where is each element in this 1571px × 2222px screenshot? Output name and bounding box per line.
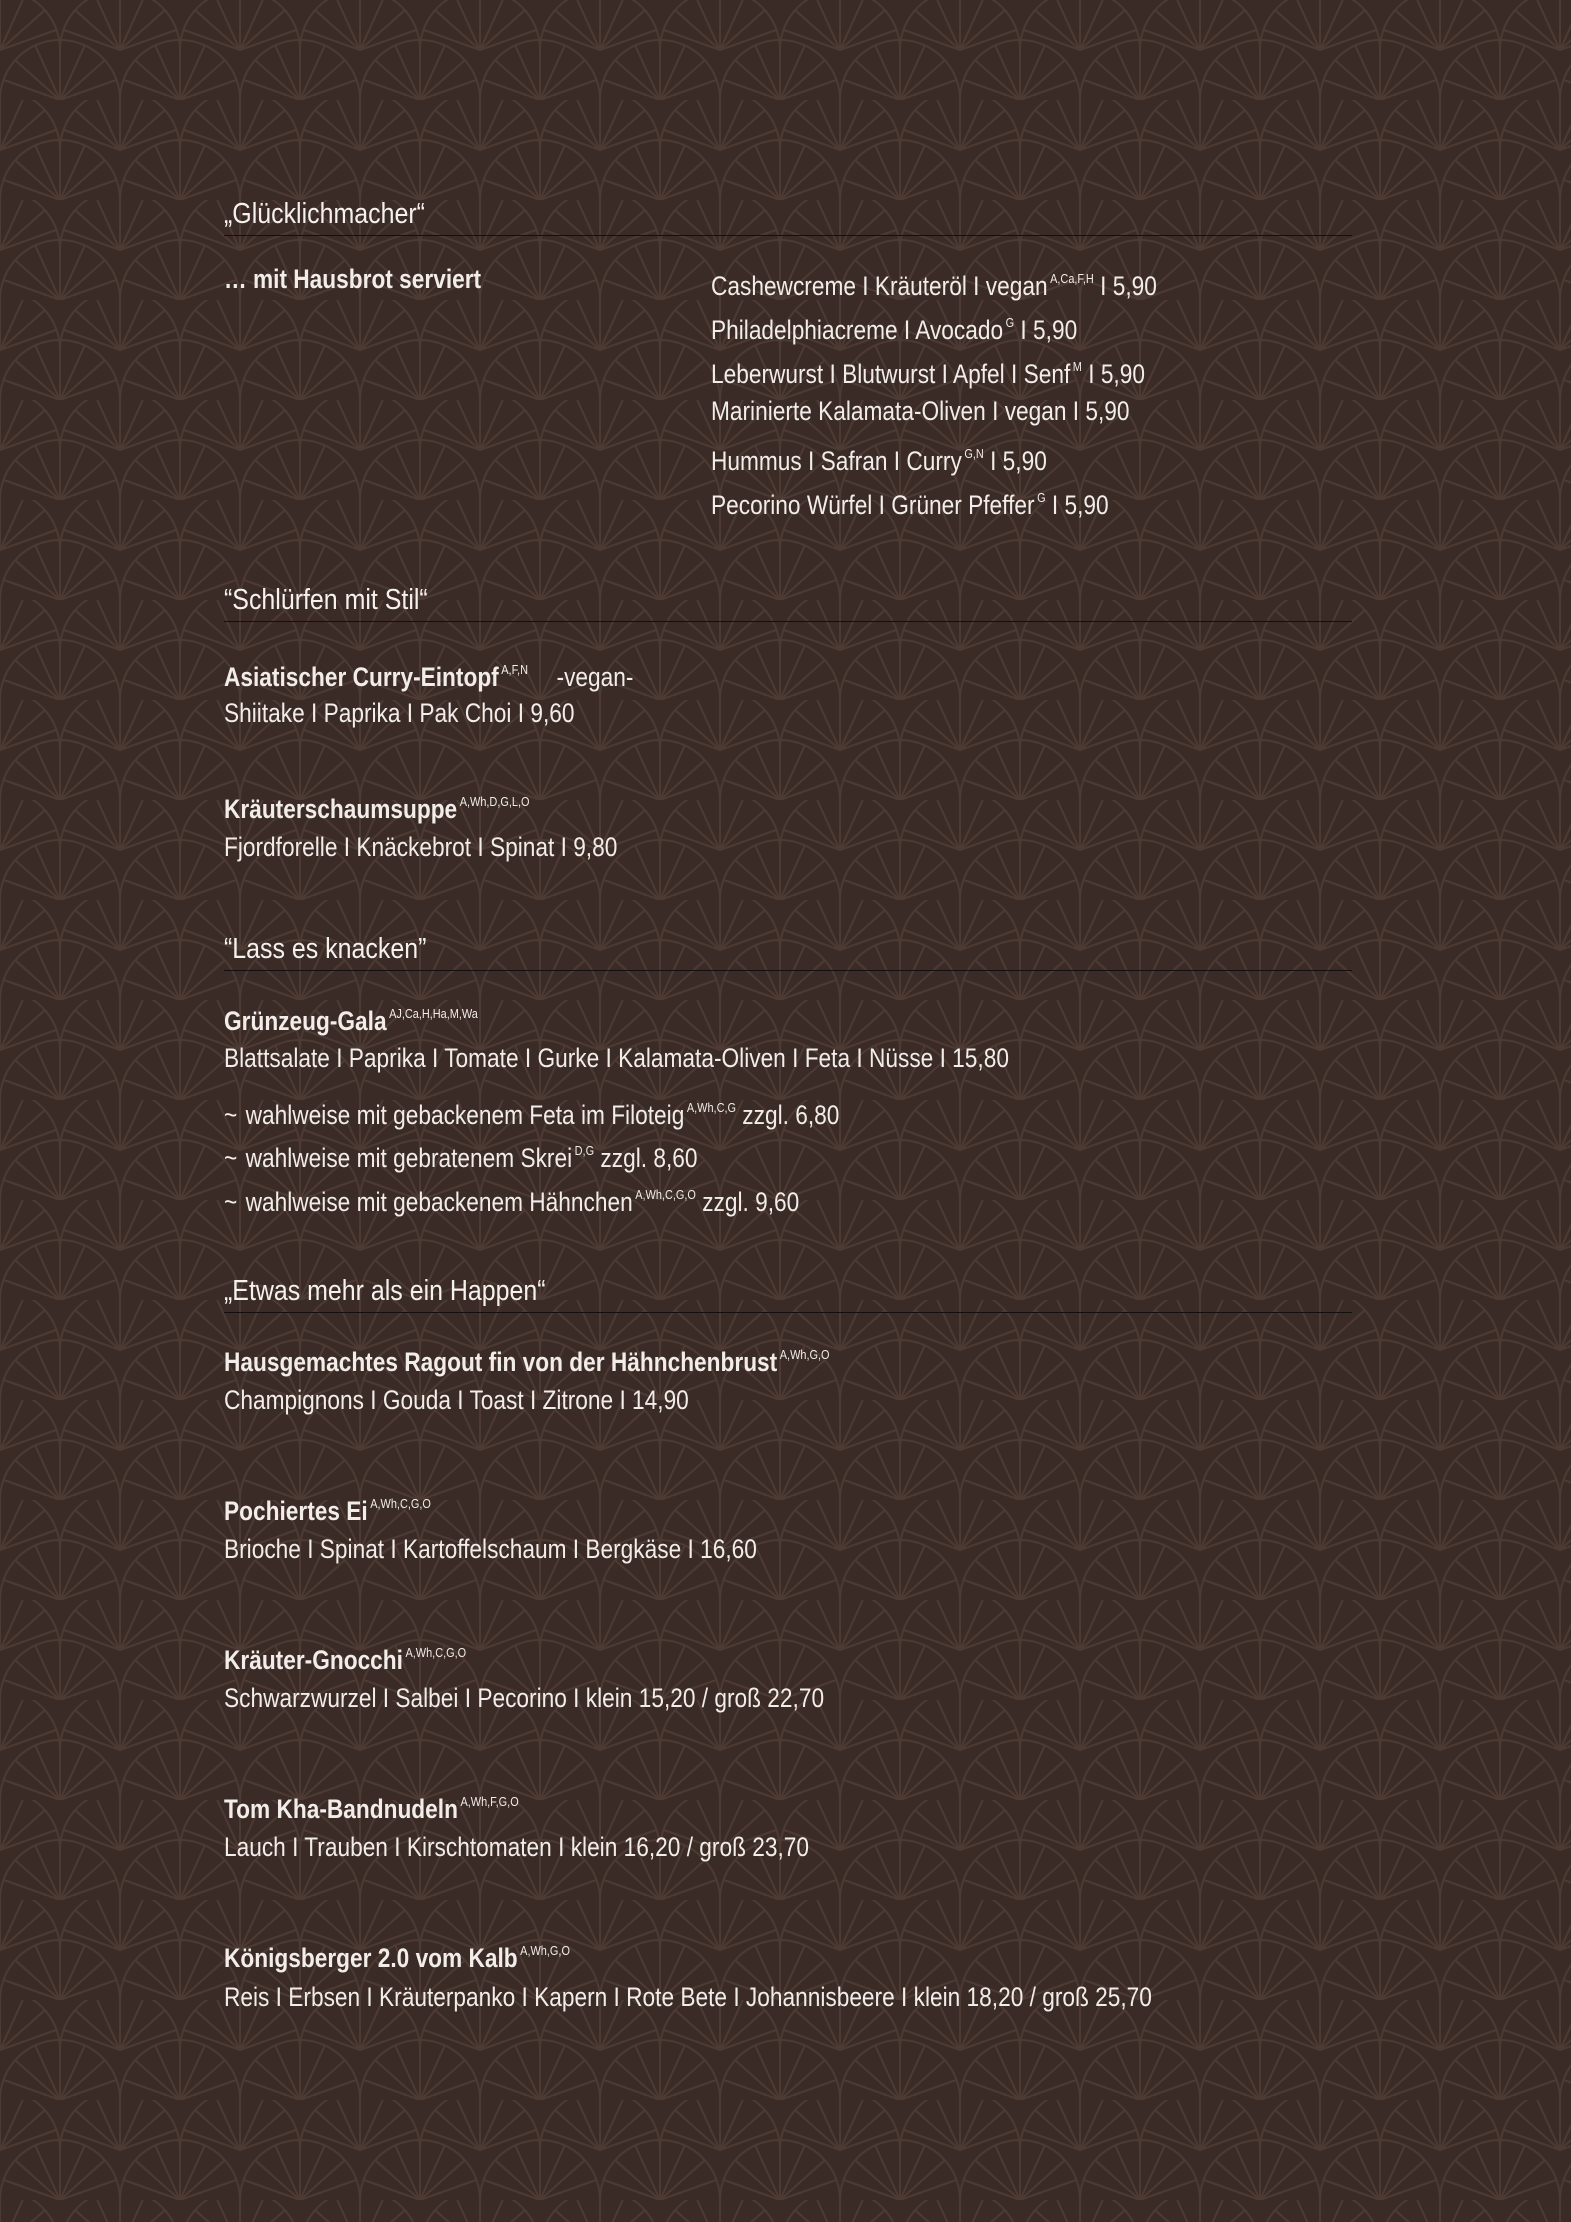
allergen-codes: G,N — [964, 446, 984, 461]
allergen-codes: A,Wh,C,G,O — [405, 1645, 467, 1660]
dish-name: Pochiertes Ei — [224, 1496, 368, 1526]
allergen-codes: A,Wh,D,G,L,O — [459, 794, 530, 809]
dish-name: Kräuterschaumsuppe — [224, 794, 458, 824]
dish-title — [224, 1935, 570, 1974]
dish-description: Blattsalate I Paprika I Tomate I Gurke I Kalamata-Oliven I Feta I Nüsse I 15,80 — [224, 1043, 1009, 1073]
section-header-schluerfen — [224, 579, 1352, 622]
option-text: wahlweise mit gebackenem Feta im Filoteig — [245, 1100, 685, 1130]
dish-description: Fjordforelle I Knäckebrot I Spinat I 9,80 — [224, 832, 618, 862]
dish-description: Shiitake I Paprika I Pak Choi I 9,60 — [224, 698, 575, 728]
item-price: I 5,90 — [1020, 315, 1078, 345]
dish-title — [224, 1339, 830, 1378]
menu-item — [711, 438, 1047, 477]
dish-option — [224, 1135, 697, 1174]
item-name: Cashewcreme I Kräuteröl I vegan — [711, 271, 1048, 301]
dish-description: Brioche I Spinat I Kartoffelschaum I Bergkäse I 16,60 — [224, 1534, 757, 1564]
allergen-codes: A,Wh,G,O — [779, 1347, 830, 1362]
allergen-codes: G — [1037, 490, 1046, 505]
allergen-codes: M — [1072, 359, 1082, 374]
section-header-gluecklichmacher — [224, 193, 1352, 236]
menu-item — [711, 482, 1109, 521]
allergen-codes: A,Wh,G,O — [520, 1943, 570, 1958]
allergen-codes: A,F,N — [501, 662, 528, 677]
dish-title — [224, 1786, 519, 1825]
menu-item — [711, 351, 1145, 390]
menu-item — [711, 307, 1077, 346]
item-name: Hummus I Safran I Curry — [711, 446, 962, 476]
dish-title — [224, 1488, 431, 1527]
item-price: I 5,90 — [1051, 490, 1109, 520]
dish-name: Asiatischer Curry-Eintopf — [224, 662, 499, 692]
section-title: „Etwas mehr als ein Happen“ — [224, 1275, 546, 1307]
option-text: wahlweise mit gebackenem Hähnchen — [245, 1187, 633, 1217]
allergen-codes: A,Ca,F,H — [1050, 271, 1094, 286]
item-name: Marinierte Kalamata-Oliven I vegan I 5,90 — [711, 396, 1130, 426]
allergen-codes: D,G — [574, 1143, 595, 1158]
item-name: Leberwurst I Blutwurst I Apfel I Senf — [711, 359, 1071, 389]
option-price: zzgl. 8,60 — [600, 1143, 698, 1173]
dish-title — [224, 1637, 466, 1676]
dish-name: Grünzeug-Gala — [224, 1006, 387, 1036]
menu-item — [711, 395, 1130, 427]
dish-option — [224, 1092, 839, 1131]
item-name: Pecorino Würfel I Grüner Pfeffer — [711, 490, 1035, 520]
section-header-lass-es-knacken — [224, 928, 1352, 971]
tilde-icon: ~ — [224, 1143, 238, 1173]
section-title: „Glücklichmacher“ — [224, 198, 425, 230]
item-price: I 5,90 — [1088, 359, 1145, 389]
section-lead: … mit Hausbrot serviert — [224, 264, 482, 294]
item-name: Philadelphiacreme I Avocado — [711, 315, 1004, 345]
menu-page — [224, 0, 1352, 2222]
option-price: zzgl. 6,80 — [742, 1100, 840, 1130]
dish-description: Schwarzwurzel I Salbei I Pecorino I klein 15,20 / groß 22,70 — [224, 1683, 825, 1713]
menu-item — [711, 263, 1157, 302]
dish-description: Lauch I Trauben I Kirschtomaten I klein 16,20 / groß 23,70 — [224, 1832, 809, 1862]
dish-name: Kräuter-Gnocchi — [224, 1645, 403, 1675]
allergen-codes: AJ,Ca,H,Ha,M,Wa — [389, 1006, 478, 1021]
dish-description: Champignons I Gouda I Toast I Zitrone I 14,90 — [224, 1385, 689, 1415]
vegan-tag: -vegan- — [556, 662, 634, 692]
section-title: “Schlürfen mit Stil“ — [224, 584, 428, 616]
dish-option — [224, 1179, 799, 1218]
dish-name: Königsberger 2.0 vom Kalb — [224, 1943, 518, 1973]
dish-title — [224, 654, 633, 693]
dish-title — [224, 786, 529, 825]
allergen-codes: A,Wh,C,G,O — [635, 1187, 696, 1202]
item-price: I 5,90 — [990, 446, 1047, 476]
allergen-codes: A,Wh,C,G,O — [370, 1496, 431, 1511]
tilde-icon: ~ — [224, 1187, 238, 1217]
section-header-etwas-mehr — [224, 1270, 1352, 1313]
allergen-codes: A,Wh,F,G,O — [460, 1794, 519, 1809]
allergen-codes: G — [1005, 315, 1015, 330]
item-price: I 5,90 — [1100, 271, 1157, 301]
option-text: wahlweise mit gebratenem Skrei — [245, 1143, 573, 1173]
section-title: “Lass es knacken” — [224, 933, 427, 965]
dish-name: Hausgemachtes Ragout fin von der Hähnchenbrust — [224, 1347, 778, 1377]
allergen-codes: A,Wh,C,G — [686, 1100, 736, 1115]
dish-description: Reis I Erbsen I Kräuterpanko I Kapern I Rote Bete I Johannisbeere I klein 18,20 / groß 25,70 — [224, 1982, 1152, 2012]
option-price: zzgl. 9,60 — [702, 1187, 800, 1217]
dish-title — [224, 998, 478, 1037]
dish-name: Tom Kha-Bandnudeln — [224, 1794, 458, 1824]
tilde-icon: ~ — [224, 1100, 238, 1130]
